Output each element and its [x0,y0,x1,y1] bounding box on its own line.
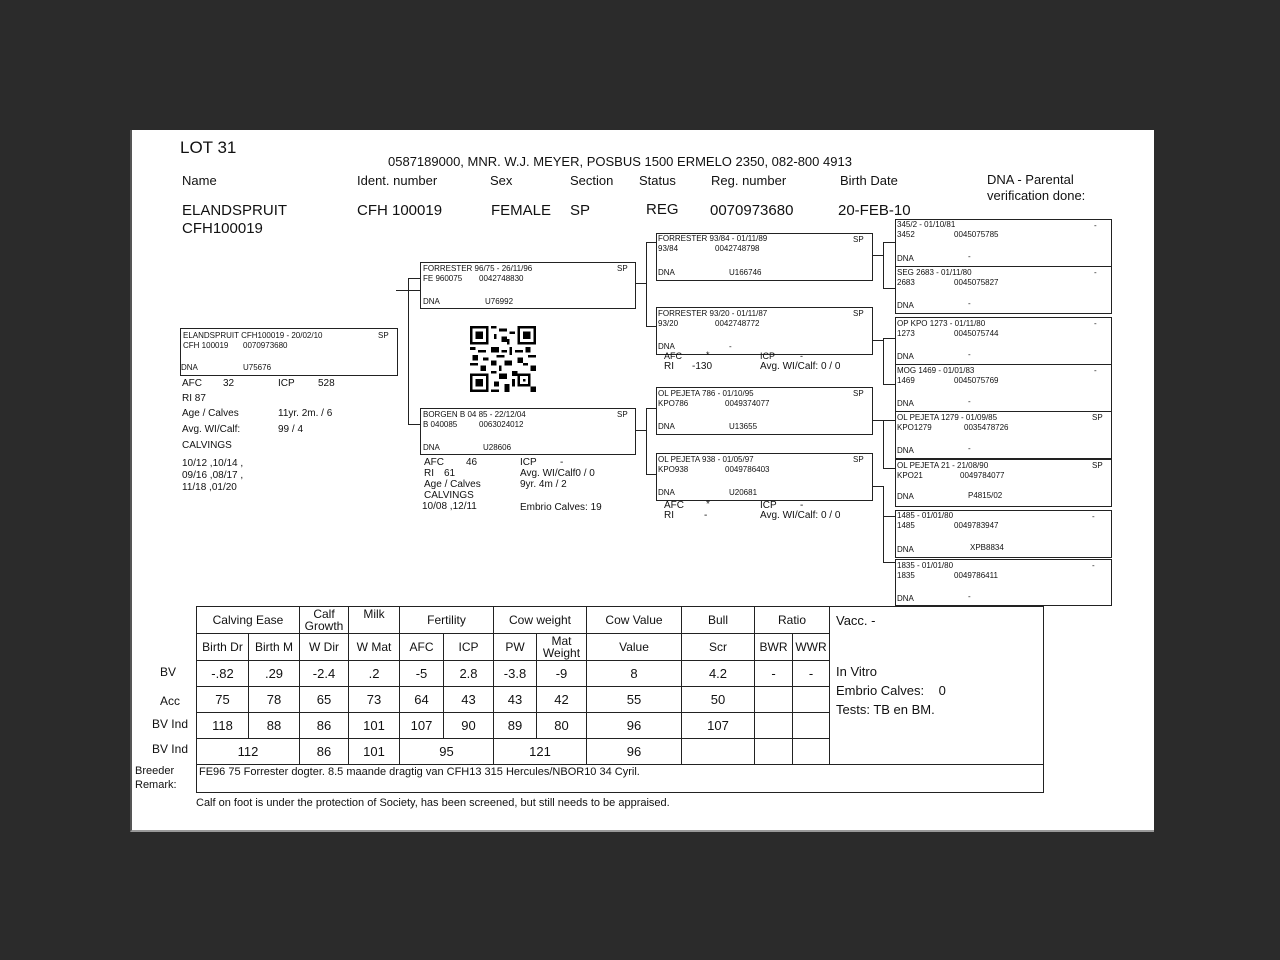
connector [646,474,656,475]
gp2-afc-value: * [706,350,710,360]
box-dna-value: U76992 [485,297,514,306]
pedigree-sheet [130,130,1154,832]
box-dna-label: DNA [897,492,914,501]
box-reg: 0063024012 [479,420,524,429]
group-ratio: Ratio [755,607,830,634]
bv-ind2-milk: 101 [349,739,400,765]
box-section: SP [1092,461,1103,470]
dam-age-label: Age / Calves [424,479,481,490]
self-age-value: 11yr. 2m. / 6 [278,408,333,419]
box-ident: 2683 [897,278,915,287]
dam-icp-value: - [560,457,564,468]
acc-cell: 43 [444,687,494,713]
box-reg: 0042748772 [715,319,760,328]
box-title: OL PEJETA 786 - 01/10/95 [658,389,754,398]
bv-ind2-bull [682,739,755,765]
box-dna-value: U20681 [729,488,758,497]
box-dna-label: DNA [658,342,675,351]
self-calvings-label: CALVINGS [182,440,232,451]
gp4-ri-label: RI [664,510,674,521]
pedigree-box-self [180,328,398,376]
ebv-table [196,606,1044,793]
col-w-dir: W Dir [300,634,349,661]
gp4-icp-value: - [800,500,804,511]
box-ident: KPO938 [658,465,689,474]
animal-section: SP [570,202,591,219]
connector [646,242,647,326]
dam-wi: Avg. WI/Calf0 / 0 [520,468,595,479]
in-vitro: In Vitro [836,664,877,679]
lot-number: LOT 31 [180,138,237,157]
box-section: SP [1092,413,1103,422]
dam-afc-value: 46 [466,457,478,468]
box-dna-label: DNA [897,301,914,310]
gp4-icp-label: ICP [760,500,777,511]
box-dna-value: - [729,342,732,351]
mat-weight-line-2: Weight [542,646,581,660]
group-fertility: Fertility [400,607,494,634]
self-afc-label: AFC [182,378,202,389]
group-bull: Bull [682,607,755,634]
gp2-icp-label: ICP [760,351,776,361]
bv-ind2-calving-ease: 112 [197,739,300,765]
box-title: OP KPO 1273 - 01/11/80 [897,319,986,328]
box-dna-label: DNA [423,443,440,452]
box-section: SP [853,309,864,318]
bv-ind-cell: 90 [444,713,494,739]
connector [408,278,409,424]
acc-cell: 50 [682,687,755,713]
self-wi-label: Avg. WI/Calf: [182,424,241,435]
header-birth: Birth Date [840,173,898,188]
bv-cell: - [755,661,793,687]
connector [883,338,895,339]
self-age-label: Age / Calves [182,408,239,419]
acc-cell: 43 [494,687,537,713]
pedigree-box-great-grandparent [895,266,1112,314]
row-label-bv: BV [159,665,176,679]
pedigree-box-grandparent [656,233,873,281]
dam-embrio-calves: Embrio Calves: 19 [520,502,602,513]
bv-cell: 4.2 [682,661,755,687]
connector [883,420,895,421]
pedigree-box-great-grandparent [895,559,1112,606]
qr-code-icon [468,326,538,392]
gp2-icp-value: - [800,351,803,361]
box-section: - [1092,512,1095,521]
col-wwr: WWR [793,634,830,661]
col-scr: Scr [682,634,755,661]
box-ident: 1469 [897,376,915,385]
connector [883,516,895,517]
tests: Tests: TB en BM. [836,702,935,717]
footer-note: Calf on foot is under the protection of Society, has been screened, but still needs to be appraised. [196,797,670,809]
box-ident: FE 960075 [423,274,463,283]
box-section: - [1094,268,1097,277]
bv-ind-cell: 89 [494,713,537,739]
bv-cell: 2.8 [444,661,494,687]
bv-cell: .29 [249,661,300,687]
box-dna-label: DNA [658,268,675,277]
acc-cell: 42 [537,687,587,713]
connector [646,408,656,409]
connector [646,242,656,243]
side-panel [830,607,1044,765]
box-dna-value: - [968,252,971,261]
gp4-wi: Avg. WI/Calf: 0 / 0 [760,510,841,521]
acc-cell: 73 [349,687,400,713]
gp2-ri-value: -130 [692,361,713,372]
box-dna-value: XPB8834 [970,543,1004,552]
connector [408,278,420,279]
pedigree-box-sire [420,262,636,309]
box-ident: 93/84 [658,244,679,253]
connector [883,288,895,289]
box-title: BORGEN B 04 85 - 22/12/04 [423,410,526,419]
box-reg: 0045075827 [954,278,999,287]
gp2-wi: Avg. WI/Calf: 0 / 0 [760,361,841,372]
gp4-afc-value: * [706,499,710,510]
box-dna-label: DNA [897,446,914,455]
box-title: MOG 1469 - 01/01/83 [897,366,975,375]
box-title: OL PEJETA 1279 - 01/09/85 [897,413,998,422]
remark-label-2: Remark: [135,779,177,791]
col-bwr: BWR [755,634,793,661]
group-calf-growth [300,607,349,634]
animal-status: REG [646,201,679,218]
box-dna-value: P4815/02 [968,491,1003,500]
box-dna-value: U75676 [243,363,272,372]
col-pw: PW [494,634,537,661]
gp2-ri-label: RI [664,361,674,372]
box-dna-value: U13655 [729,422,758,431]
bv-ind2-calf-growth: 86 [300,739,349,765]
embrio-calves [836,681,1037,700]
box-section: SP [853,235,864,244]
bv-ind-cell: 107 [682,713,755,739]
animal-ident: CFH 100019 [357,202,443,219]
box-reg: 0049784077 [960,471,1005,480]
animal-name-1: ELANDSPRUIT [182,202,288,219]
box-section: SP [378,331,389,340]
box-dna-value: - [968,350,971,359]
gp4-ri-value: - [704,510,708,521]
box-title: 1835 - 01/01/80 [897,561,954,570]
connector [646,408,647,474]
bv-ind-cell: 96 [587,713,682,739]
header-section: Section [570,173,614,188]
pedigree-box-grandparent [656,453,873,501]
acc-cell [793,687,830,713]
connector [408,424,420,425]
box-ident: 1273 [897,329,915,338]
embrio-value: 0 [938,683,946,698]
box-dna-label: DNA [897,254,914,263]
box-title: OL PEJETA 938 - 01/05/97 [658,455,754,464]
bv-ind-cell: 101 [349,713,400,739]
header-dna-1: DNA - Parental [987,172,1074,187]
breeder-remark: FE96 75 Forrester dogter. 8.5 maande dragtig van CFH13 315 Hercules/NBOR10 34 Cyril. [197,765,1044,793]
bv-cell: 8 [587,661,682,687]
box-dna-label: DNA [897,352,914,361]
col-value: Value [587,634,682,661]
gp4-afc-label: AFC [664,500,684,511]
dam-calvings: 10/08 ,12/11 [422,501,477,512]
box-reg: 0049786403 [725,465,770,474]
self-wi-value: 99 / 4 [278,424,304,435]
box-reg: 0049374077 [725,399,770,408]
dam-ri-label: RI [424,468,434,479]
connector [883,562,895,563]
box-dna-label: DNA [423,297,440,306]
header-sex: Sex [490,173,513,188]
connector [883,486,884,562]
box-reg: 0045075785 [954,230,999,239]
box-ident: B 040085 [423,420,458,429]
box-ident: KPO21 [897,471,923,480]
acc-cell: 78 [249,687,300,713]
self-calvings-3: 11/18 ,01/20 [182,482,237,493]
pedigree-box-grandparent [656,307,873,355]
box-dna-value: - [968,592,971,601]
bv-cell: -5 [400,661,444,687]
box-section: - [1092,561,1095,570]
box-dna-label: DNA [658,422,675,431]
box-section: - [1094,221,1097,230]
box-ident: KPO786 [658,399,689,408]
group-cow-value: Cow Value [587,607,682,634]
box-dna-value: U166746 [729,268,762,277]
box-section: SP [853,389,864,398]
bv-ind2-wwr [793,739,830,765]
box-title: SEG 2683 - 01/11/80 [897,268,972,277]
header-name: Name [182,173,217,188]
header-ident: Ident. number [357,173,438,188]
box-title: 345/2 - 01/10/81 [897,220,956,229]
acc-cell: 65 [300,687,349,713]
pedigree-box-great-grandparent [895,219,1112,267]
bv-ind-cell [755,713,793,739]
remark-label-1: Breeder [135,765,175,777]
box-reg: 0049786411 [954,571,998,580]
box-dna-label: DNA [658,488,675,497]
dam-age-value: 9yr. 4m / 2 [520,479,567,490]
box-ident: 1485 [897,521,915,530]
box-reg: 0049783947 [954,521,999,530]
group-cow-weight: Cow weight [494,607,587,634]
owner-line: 0587189000, MNR. W.J. MEYER, POSBUS 1500 ERMELO 2350, 082-800 4913 [388,154,852,169]
box-reg: 0042748830 [479,274,524,283]
acc-cell: 64 [400,687,444,713]
dam-icp-label: ICP [520,457,537,468]
box-dna-value: - [968,397,971,406]
acc-cell [755,687,793,713]
self-calvings-2: 09/16 ,08/17 , [182,470,244,481]
box-dna-value: - [968,299,971,308]
self-icp-value: 528 [318,378,335,389]
animal-birth: 20-FEB-10 [838,202,911,219]
calf-growth-line-1: Calf [313,607,335,621]
vacc: Vacc. - [836,613,876,628]
bv-ind-cell [793,713,830,739]
self-afc-value: 32 [223,378,235,389]
bv-ind2-cow-weight: 121 [494,739,587,765]
col-afc: AFC [400,634,444,661]
bv-ind-cell: 88 [249,713,300,739]
box-dna-value: - [968,444,971,453]
bv-ind-cell: 86 [300,713,349,739]
bv-cell: -2.4 [300,661,349,687]
dam-afc-label: AFC [424,457,444,468]
box-ident: 93/20 [658,319,679,328]
connector [883,338,884,384]
connector [883,384,895,385]
pedigree-box-great-grandparent [895,317,1112,365]
box-reg: 0045075744 [954,329,999,338]
pedigree-box-dam [420,408,636,455]
connector [883,242,884,288]
animal-name-2: CFH100019 [182,220,263,237]
bv-cell: - [793,661,830,687]
bv-cell: -9 [537,661,587,687]
acc-cell: 75 [197,687,249,713]
pedigree-box-great-grandparent [895,364,1112,412]
row-label-bv-ind: BV Ind [151,717,188,731]
col-icp: ICP [444,634,494,661]
connector [883,468,895,469]
col-mat-weight [537,634,587,661]
bv-ind-cell: 80 [537,713,587,739]
box-ident: CFH 100019 [183,341,229,350]
box-section: - [1094,319,1097,328]
box-title: FORRESTER 93/84 - 01/11/89 [658,234,768,243]
header-dna-2: verification done: [987,188,1086,203]
box-dna-value: U28606 [483,443,512,452]
box-reg: 0045075769 [954,376,999,385]
box-dna-label: DNA [897,594,914,603]
bv-cell: .2 [349,661,400,687]
bv-ind2-bwr [755,739,793,765]
calf-growth-line-2: Growth [304,619,344,633]
embrio-label: Embrio Calves: [836,683,925,698]
box-title: OL PEJETA 21 - 21/08/90 [897,461,989,470]
pedigree-box-grandparent [656,387,873,435]
bv-ind2-fertility: 95 [400,739,494,765]
pedigree-box-great-grandparent [895,459,1112,507]
box-ident: KPO1279 [897,423,932,432]
animal-reg: 0070973680 [710,202,794,219]
box-reg: 0035478726 [964,423,1009,432]
group-milk: Milk [349,607,400,634]
box-ident: 1835 [897,571,915,580]
pedigree-box-great-grandparent [895,411,1112,459]
header-reg: Reg. number [711,173,787,188]
connector [883,420,884,468]
dam-calvings-label: CALVINGS [424,490,474,501]
row-label-bv-ind-2: BV Ind [151,742,188,756]
acc-cell: 55 [587,687,682,713]
col-birth-m: Birth M [249,634,300,661]
box-reg: 0042748798 [715,244,760,253]
box-section: SP [853,455,864,464]
pedigree-box-great-grandparent [895,510,1112,558]
box-title: 1485 - 01/01/80 [897,511,954,520]
box-title: FORRESTER 93/20 - 01/11/87 [658,309,768,318]
bv-ind2-cow-value: 96 [587,739,682,765]
box-reg: 0070973680 [243,341,288,350]
animal-sex: FEMALE [491,202,552,219]
connector [646,326,656,327]
bv-cell: -.82 [197,661,249,687]
bv-ind-cell: 118 [197,713,249,739]
box-section: SP [617,410,628,419]
box-dna-label: DNA [897,545,914,554]
box-title: ELANDSPRUIT CFH100019 - 20/02/10 [183,331,323,340]
bv-cell: -3.8 [494,661,537,687]
dam-ri-value: 61 [444,468,456,479]
mat-weight-line-1: Mat [551,634,572,648]
bv-ind-cell: 107 [400,713,444,739]
connector [883,242,895,243]
header-status: Status [639,173,676,188]
row-label-acc: Acc [159,694,180,708]
box-section: SP [617,264,628,273]
self-icp-label: ICP [278,378,295,389]
box-dna-label: DNA [181,363,198,372]
self-ri: RI 87 [182,393,206,404]
gp2-afc-label: AFC [664,351,682,361]
col-w-mat: W Mat [349,634,400,661]
self-calvings-1: 10/12 ,10/14 , [182,458,244,469]
box-ident: 3452 [897,230,915,239]
box-section: - [1094,366,1097,375]
group-calving-ease: Calving Ease [197,607,300,634]
box-title: FORRESTER 96/75 - 26/11/96 [423,264,533,273]
box-dna-label: DNA [897,399,914,408]
col-birth-dr: Birth Dr [197,634,249,661]
